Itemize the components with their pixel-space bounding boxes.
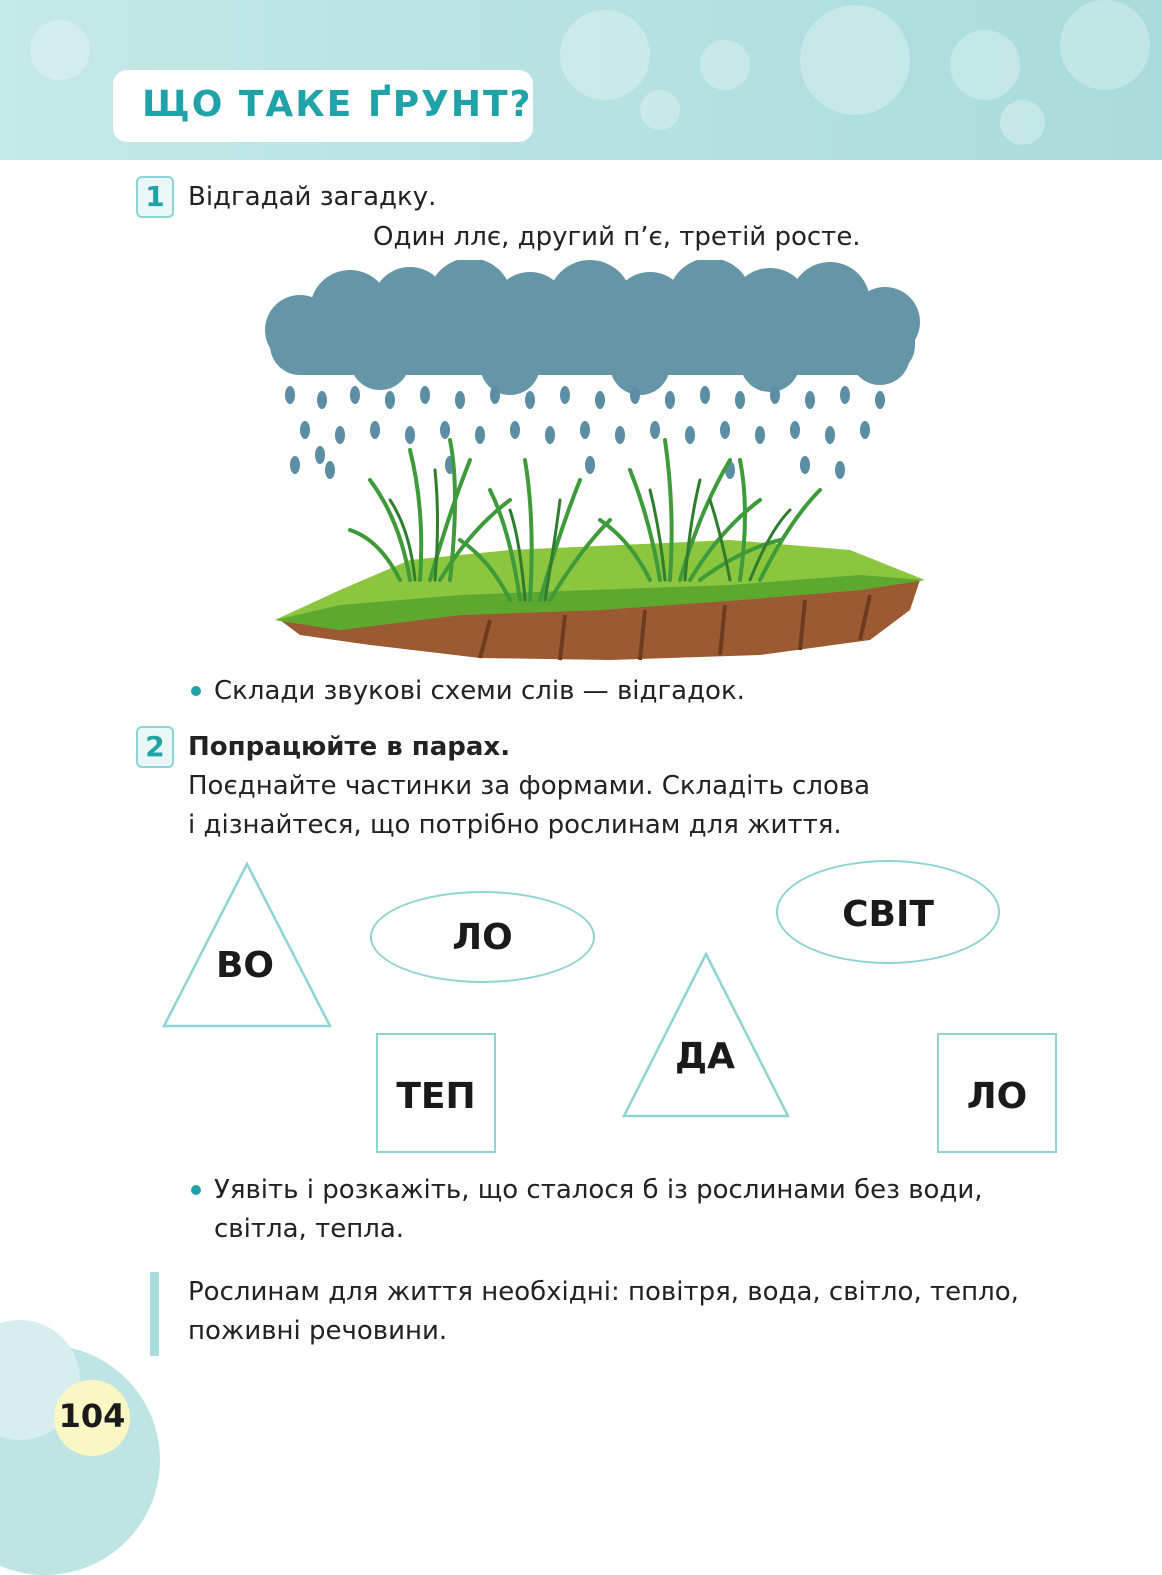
decor-bubble [640,90,680,130]
decor-bubble [1060,0,1150,90]
decor-bubble [700,40,750,90]
soil-icon [275,540,925,660]
task1-bullet: Склади звукові схеми слів — відгадок. [214,676,745,706]
syllable-svit: СВІТ [842,894,934,935]
rule-line1: Рослинам для життя необхідні: повітря, вода, світло, тепло, [188,1277,1019,1307]
rain-drops-icon [285,386,885,479]
syllable-lo-square: ЛО [966,1076,1028,1117]
page-number: 104 [58,1397,126,1435]
rain-illustration [260,260,930,670]
decor-bubble [950,30,1020,100]
rain-cloud-icon [265,260,920,395]
task2-line2: і дізнайтеся, що потрібно рослинам для життя. [188,810,842,840]
decor-bubble [560,10,650,100]
task-number-badge: 2 [136,726,174,768]
syllable-vo: ВО [215,945,275,986]
task2-bullet-line1: Уявіть і розкажіть, що сталося б із рослинами без води, [214,1175,983,1205]
page-title: ЩО ТАКЕ ҐРУНТ? [142,84,533,125]
riddle-text: Один ллє, другий п’є, третій росте. [373,222,861,252]
rule-line2: поживні речовини. [188,1316,448,1346]
rule-accent-bar [150,1272,159,1356]
task1-instruction: Відгадай загадку. [188,182,437,212]
decor-bubble [1000,100,1045,145]
task2-heading: Попрацюйте в парах. [188,732,511,762]
bullet-dot [191,1185,201,1195]
syllable-tep: ТЕП [396,1076,476,1117]
decor-bubble [30,20,90,80]
syllable-lo-ellipse: ЛО [452,917,513,958]
bullet-dot [191,686,201,696]
triangle-shape-da [620,950,792,1120]
task2-line1: Поєднайте частинки за формами. Складіть слова [188,771,871,801]
task2-bullet-line2: світла, тепла. [214,1214,405,1244]
syllable-da: ДА [675,1036,735,1077]
task-number-badge: 1 [136,176,174,218]
decor-bubble [800,5,910,115]
